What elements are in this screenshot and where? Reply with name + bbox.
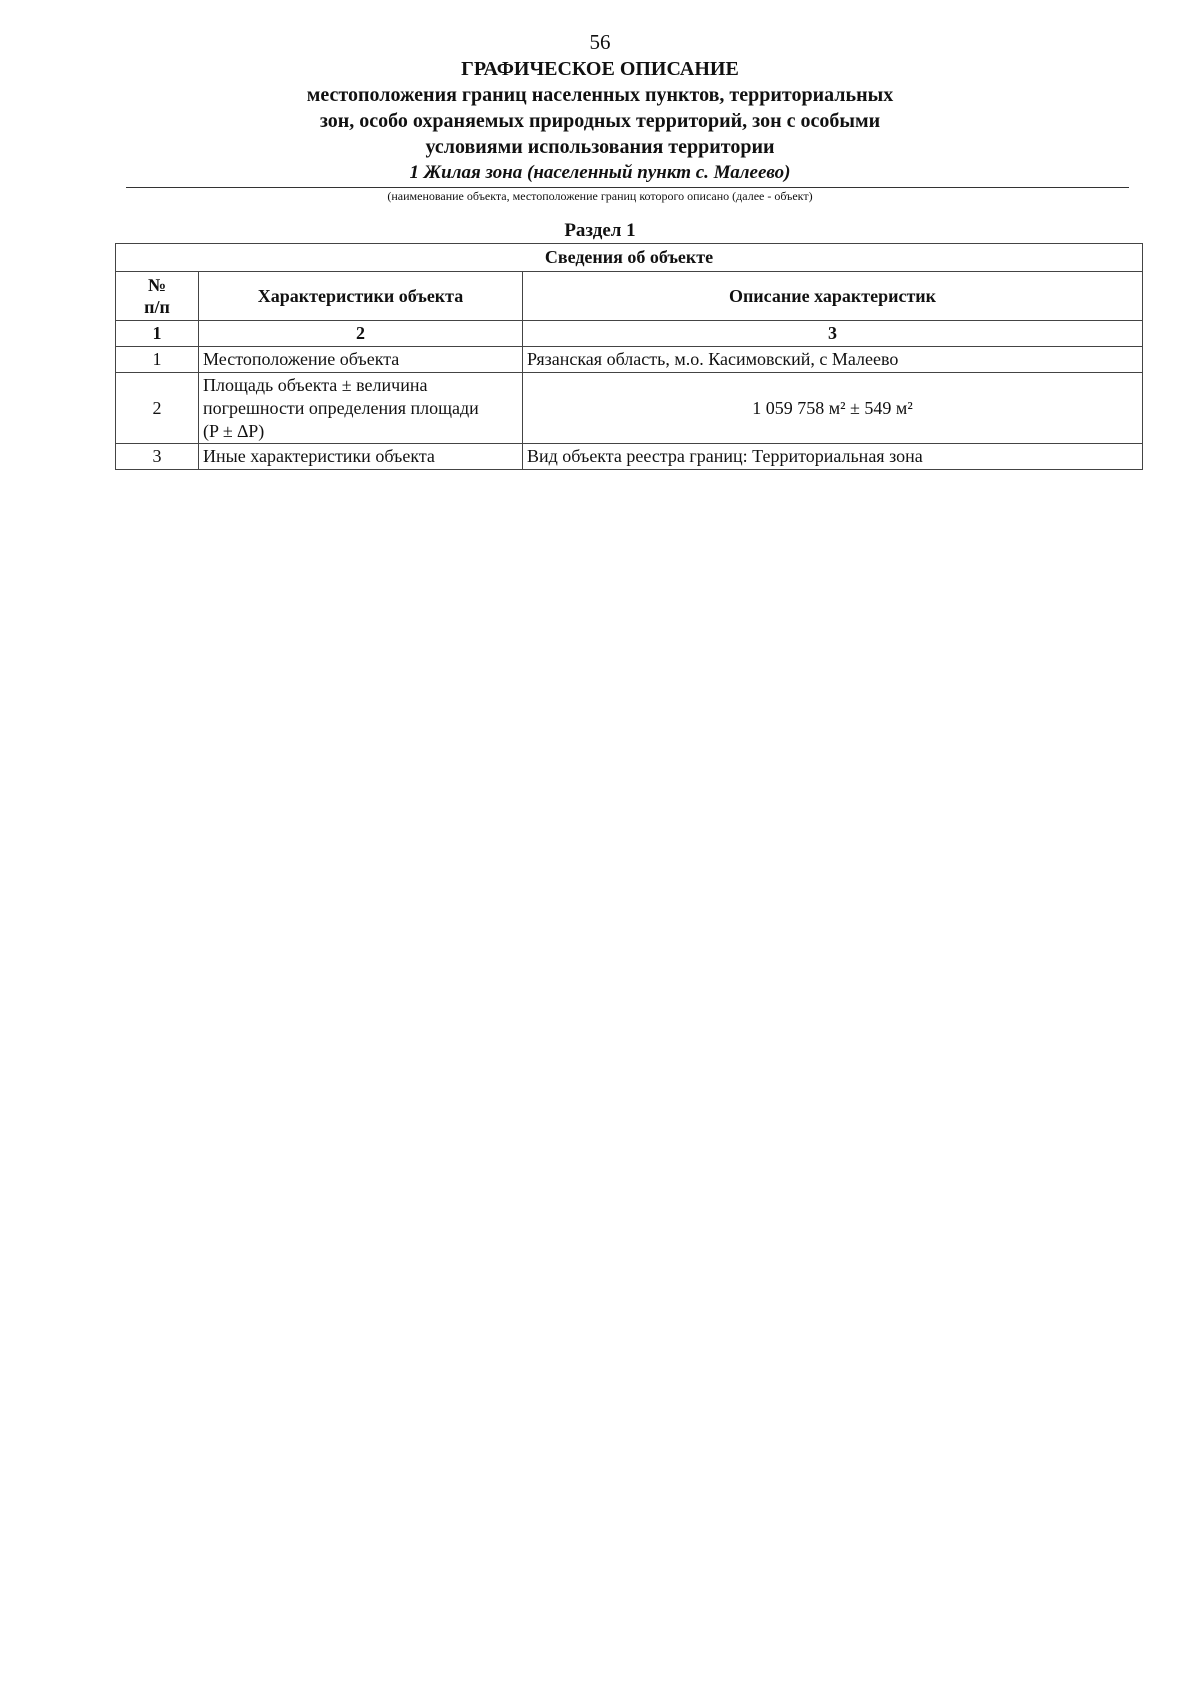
table-row: [116, 444, 1143, 470]
row-num: 2: [116, 373, 199, 444]
row-value: Вид объекта реестра границ: Территориальная зона: [523, 444, 1143, 470]
row-characteristic: Иные характеристики объекта: [199, 444, 523, 470]
header-num-line-1: №: [147, 275, 167, 295]
table-row: [116, 347, 1143, 373]
row-value: Рязанская область, м.о. Касимовский, с Малеево: [523, 347, 1143, 373]
row-characteristic-line-1: Площадь объекта ± величина: [203, 374, 428, 395]
row-value: 1 059 758 м² ± 549 м²: [523, 373, 1143, 444]
header-description: Описание характеристик: [523, 272, 1143, 321]
header-num-line-2: п/п: [144, 297, 170, 317]
object-caption: (наименование объекта, местоположение границ которого описано (далее - объект): [387, 189, 813, 203]
header-num: [116, 272, 199, 321]
row-characteristic: [199, 373, 523, 444]
table-header-row: [116, 272, 1143, 321]
document-subtitle-line-2: зон, особо охраняемых природных территорий, зон с особыми: [319, 110, 881, 132]
object-info-table: [115, 243, 1143, 470]
column-number-3: 3: [523, 321, 1143, 347]
row-num: 1: [116, 347, 199, 373]
header-characteristic: Характеристики объекта: [199, 272, 523, 321]
table-caption-row: [116, 244, 1143, 272]
object-name: 1 Жилая зона (населенный пункт с. Малеево): [409, 162, 791, 183]
document-subtitle-line-1: местоположения границ населенных пунктов, территориальных: [306, 84, 894, 106]
document-subtitle-line-3: условиями использования территории: [425, 136, 775, 158]
document-title: ГРАФИЧЕСКОЕ ОПИСАНИЕ: [461, 58, 739, 80]
section-title: Раздел 1: [564, 220, 636, 241]
column-number-2: 2: [199, 321, 523, 347]
table-caption: Сведения об объекте: [116, 244, 1143, 272]
document-header: [0, 57, 1200, 160]
table-row: [116, 373, 1143, 444]
row-characteristic-line-2: погрешности определения площади: [203, 397, 479, 418]
column-number-row: [116, 321, 1143, 347]
row-characteristic: Местоположение объекта: [199, 347, 523, 373]
object-name-underline: [126, 187, 1129, 188]
column-number-1: 1: [116, 321, 199, 347]
row-num: 3: [116, 444, 199, 470]
row-characteristic-line-3: (P ± ∆P): [203, 420, 265, 441]
page-number: 56: [589, 30, 611, 54]
